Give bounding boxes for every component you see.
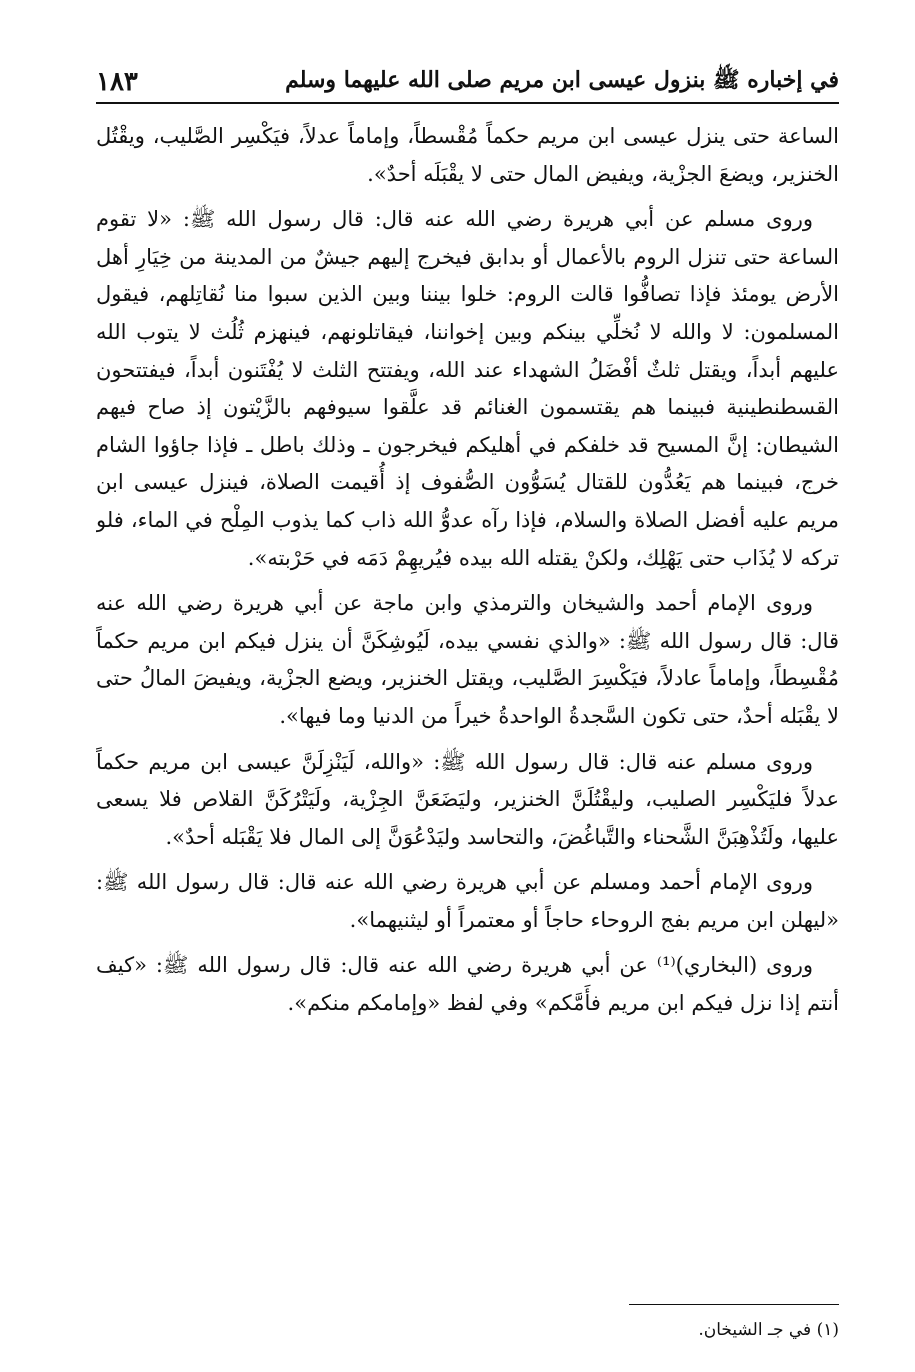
page-number: ١٨٣ xyxy=(96,67,138,97)
paragraph-rawha-hadith: وروى الإمام أحمد ومسلم عن أبي هريرة رضي الله عنه قال: قال رسول الله ﷺ: «ليهلن ابن مريم بفج الروحاء حاجاً أو معتمراً أو ليثنيهما». xyxy=(96,870,839,932)
page-header xyxy=(96,62,839,104)
main-text xyxy=(96,118,839,1098)
paragraph-continuation: الساعة حتى ينزل عيسى ابن مريم حكماً مُقْسطاً، وإماماً عدلاً، فيَكْسِر الصَّليب، ويقْتُل الخنزير، ويضعَ الجزْية، ويفيض المال حتى لا يقْبَلَه أحدٌ». xyxy=(96,124,839,186)
paragraph-muslim-oath-hadith: وروى مسلم عنه قال: قال رسول الله ﷺ: «والله، لَيَنْزِلَنَّ عيسى ابن مريم حكماً عدلاً فليَكْسِر الصليب، وليقْتُلَنَّ الخنزير، وليَضَعَنَّ الجِزْية، ولَيَتْرُكَنَّ القلاص فلا يسعى عليها، ولَتُذْهِبَنَّ الشَّحناء والتَّباغُضَ، والتحاسد وليَدْعُوَنَّ إلى المال فلا يَقْبَله أحدٌ». xyxy=(96,749,839,849)
running-head: في إخباره ﷺ بنزول عيسى ابن مريم صلى الله عليهما وسلم xyxy=(285,67,839,93)
paragraph-muslim-hadith: وروى مسلم عن أبي هريرة رضي الله عنه قال: قال رسول الله ﷺ: «لا تقوم الساعة حتى تنزل الروم بالأعمال أو بدابق فيخرج إليهم جيشٌ من المدينة من خِيَارِ أهل الأرض يومئذ فإذا تصافُّوا قالت الروم: خلوا بيننا وبين الذين سبوا منا نُقاتِلهم، فيقول المسلمون: لا والله لا نُخلِّي بينكم وبين إخواننا، فيقاتلونهم، فينهزم ثُلُث لا يتوب الله عليهم أبداً، ويقتل ثلثٌ أفْضَلُ الشهداء عند الله، ويفتتح الثلث لا يُفْتَنون أبداً، فيفتتحون القسطنطينية فبينما هم يقتسمون الغنائم قد علَّقوا سيوفهم بالزَّيْتون إذ صاح فيهم الشيطان: إنَّ المسيح قد خلفكم في أهليكم فيخرجون ـ وذلك باطل ـ فإذا جاؤوا الشام خرج، فبينما هم يَعُدُّون للقتال يُسَوُّون الصُّفوف إذ أُقيمت الصلاة، فينزل عيسى ابن مريم عليه أفضل الصلاة والسلام، فإذا رآه عدوُّ الله ذاب كما يذوب المِلْح في الماء، فلو تركه لا يُذَاب حتى يَهْلِك، ولكنْ يقتله الله بيده فيُريهِمْ دَمَه في حَرْبته». xyxy=(96,207,839,570)
paragraph-ahmad-shaykhan-hadith: وروى الإمام أحمد والشيخان والترمذي وابن ماجة عن أبي هريرة رضي الله عنه قال: قال رسول الله ﷺ: «والذي نفسي بيده، لَيُوشِكَنَّ أن ينزل فيكم ابن مريم حكماً مُقْسِطاً، وإماماً عادلاً، فيَكْسِرَ الصَّليب، ويقتل الخنزير، ويضع الجزْية، ويفيضَ المالُ حتى لا يقْبَله أحدٌ، حتى تكون السَّجدةُ الواحدةُ خيراً من الدنيا وما فيها». xyxy=(96,591,839,728)
paragraph-bukhari-hadith: وروى (البخاري)⁽¹⁾ عن أبي هريرة رضي الله عنه قال: قال رسول الله ﷺ: «كيف أنتم إذا نزل فيكم ابن مريم فأَمَّكم» وفي لفظ «وإمامكم منكم». xyxy=(96,953,839,1016)
footnote: (١) في جـ الشيخان. xyxy=(698,1320,839,1340)
footnote-divider xyxy=(629,1304,839,1305)
